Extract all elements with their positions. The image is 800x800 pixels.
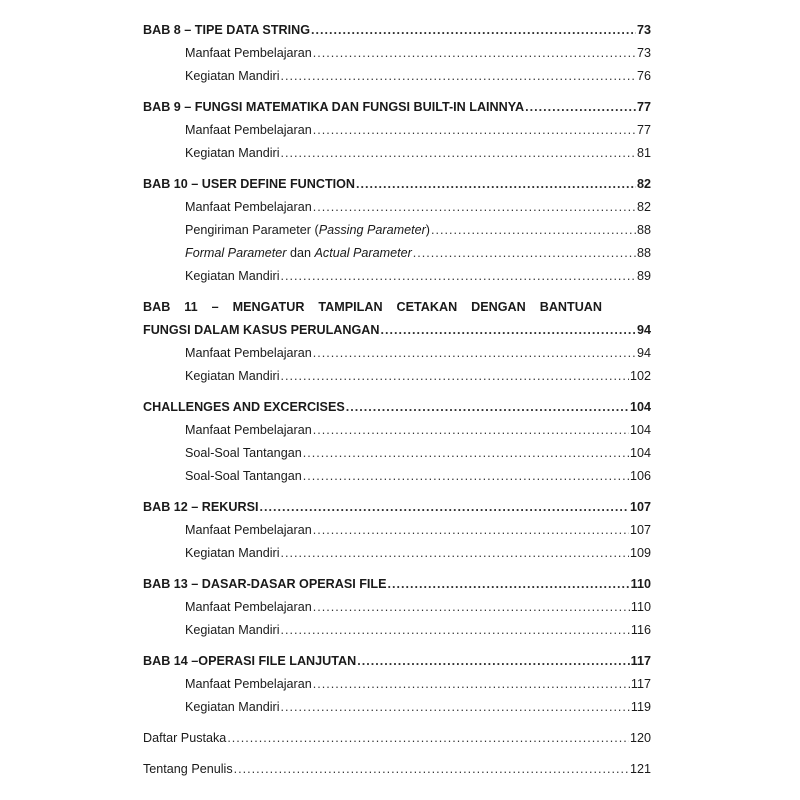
toc-entry-title — [185, 144, 280, 162]
toc-section-entry[interactable] — [143, 467, 651, 490]
toc-page-number: 116 — [630, 623, 651, 637]
dot-leader — [313, 344, 636, 362]
dot-leader — [313, 521, 629, 539]
toc-title-part: Manfaat Pembelajaran — [185, 346, 312, 360]
dot-leader — [525, 98, 636, 116]
toc-section-entry[interactable] — [143, 444, 651, 467]
dot-leader — [313, 121, 636, 139]
toc-entry-title — [143, 398, 345, 416]
dot-leader — [227, 729, 629, 747]
toc-entry-title — [185, 267, 280, 285]
toc-entry[interactable] — [143, 729, 651, 752]
toc-title-part: Pengiriman Parameter ( — [185, 223, 319, 237]
toc-title-part: Tentang Penulis — [143, 762, 233, 776]
dot-leader — [388, 575, 630, 593]
toc-title-part: Manfaat Pembelajaran — [185, 677, 312, 691]
toc-chapter-entry[interactable] — [143, 175, 651, 198]
dot-leader — [281, 267, 636, 285]
toc-title-part: Daftar Pustaka — [143, 731, 227, 745]
dot-leader — [313, 598, 630, 616]
toc-section-entry[interactable] — [143, 44, 651, 67]
toc-section-entry[interactable] — [143, 244, 651, 267]
toc-title-part: Kegiatan Mandiri — [185, 369, 280, 383]
toc-title-part: Manfaat Pembelajaran — [185, 46, 312, 60]
toc-chapter-entry[interactable] — [143, 575, 651, 598]
toc-title-part: Manfaat Pembelajaran — [185, 123, 312, 137]
toc-section-entry[interactable] — [143, 421, 651, 444]
toc-title-part: Manfaat Pembelajaran — [185, 200, 312, 214]
toc-section-entry[interactable] — [143, 598, 651, 621]
toc-entry-title — [185, 121, 312, 139]
toc-page-number: 120 — [629, 731, 651, 745]
toc-entry-title — [185, 698, 280, 716]
toc-title-part: CHALLENGES AND EXCERCISES — [143, 400, 345, 414]
toc-title-part: Manfaat Pembelajaran — [185, 600, 312, 614]
dot-leader — [281, 544, 629, 562]
toc-entry-title — [185, 44, 312, 62]
toc-chapter-entry[interactable] — [143, 21, 651, 44]
toc-title-part: Actual Parameter — [314, 246, 412, 260]
toc-entry-title — [143, 98, 524, 116]
toc-chapter-entry[interactable] — [143, 398, 651, 421]
toc-entry-title — [185, 244, 412, 262]
toc-entry-title — [185, 521, 312, 539]
toc-chapter-entry[interactable] — [143, 652, 651, 675]
dot-leader — [413, 244, 636, 262]
dot-leader — [281, 698, 630, 716]
toc-entry-title — [185, 367, 280, 385]
toc-section-entry[interactable] — [143, 544, 651, 567]
toc-page-number: 77 — [636, 100, 651, 114]
toc-title-part: FUNGSI DALAM KASUS PERULANGAN — [143, 323, 380, 337]
toc-page-number: 82 — [636, 200, 651, 214]
toc-title-part: BAB 8 – TIPE DATA STRING — [143, 23, 310, 37]
toc-title-part: Kegiatan Mandiri — [185, 623, 280, 637]
toc-page-number: 88 — [636, 223, 651, 237]
toc-page-number: 121 — [629, 762, 651, 776]
dot-leader — [303, 467, 629, 485]
toc-entry-title — [143, 498, 258, 516]
toc-entry-title — [143, 729, 226, 747]
toc-section-entry[interactable] — [143, 367, 651, 390]
toc-page-number: 77 — [636, 123, 651, 137]
toc-page-number: 94 — [636, 346, 651, 360]
toc-entry-title — [143, 652, 356, 670]
toc-page-number: 119 — [630, 700, 651, 714]
toc-title-part: BAB 13 – DASAR-DASAR OPERASI FILE — [143, 577, 387, 591]
toc-page-number: 88 — [636, 246, 651, 260]
toc-title-part: Kegiatan Mandiri — [185, 146, 280, 160]
toc-chapter-entry[interactable] — [143, 498, 651, 521]
toc-entry-title — [143, 575, 387, 593]
dot-leader — [234, 760, 629, 778]
toc-page-number: 107 — [629, 523, 651, 537]
toc-title-part: BAB 14 –OPERASI FILE LANJUTAN — [143, 654, 357, 668]
dot-leader — [313, 421, 629, 439]
toc-title-part: BAB 12 – REKURSI — [143, 500, 259, 514]
dot-leader — [356, 175, 636, 193]
toc-page-number: 117 — [630, 677, 651, 691]
toc-page-number: 110 — [630, 577, 651, 591]
toc-entry-title — [143, 175, 355, 193]
toc-page-number: 94 — [636, 323, 651, 337]
toc-page-number: 73 — [636, 46, 651, 60]
toc-section-entry[interactable] — [143, 198, 651, 221]
toc-page-number: 104 — [629, 400, 651, 414]
toc-page-number: 104 — [629, 423, 651, 437]
toc-title-part: Soal-Soal Tantangan — [185, 469, 302, 483]
toc-title-part: Formal Parameter — [185, 246, 287, 260]
toc-page-number: 109 — [629, 546, 651, 560]
toc-title-part: BAB 10 – USER DEFINE FUNCTION — [143, 177, 356, 191]
toc-entry[interactable] — [143, 760, 651, 783]
toc-page-number: 102 — [629, 369, 651, 383]
toc-title-part: Manfaat Pembelajaran — [185, 423, 312, 437]
dot-leader — [281, 621, 630, 639]
toc-entry-title — [185, 598, 312, 616]
toc-section-entry[interactable] — [143, 698, 651, 721]
toc-entry-title — [185, 344, 312, 362]
toc-page-number: 89 — [636, 269, 651, 283]
toc-entry-title-line1: BAB 11 – MENGATUR TAMPILAN CETAKAN DENGAN BANTUAN — [143, 300, 602, 314]
toc-entry-title — [143, 21, 310, 39]
toc-section-entry[interactable] — [143, 344, 651, 367]
toc-title-part: BAB 9 – FUNGSI MATEMATIKA DAN FUNGSI BUILT-IN LAINNYA — [143, 100, 525, 114]
toc-entry-title — [185, 444, 302, 462]
dot-leader — [346, 398, 629, 416]
dot-leader — [313, 44, 636, 62]
toc-title-part: Kegiatan Mandiri — [185, 269, 280, 283]
dot-leader — [313, 675, 630, 693]
toc-page-number: 82 — [636, 177, 651, 191]
toc-page-number: 73 — [636, 23, 651, 37]
toc-title-part: Soal-Soal Tantangan — [185, 446, 302, 460]
toc-title-part: Kegiatan Mandiri — [185, 69, 280, 83]
dot-leader — [281, 67, 636, 85]
dot-leader — [313, 198, 636, 216]
toc-section-entry[interactable] — [143, 267, 651, 290]
toc-chapter-entry[interactable] — [143, 98, 651, 121]
toc-section-entry[interactable] — [143, 521, 651, 544]
dot-leader — [281, 367, 629, 385]
toc-page-number: 104 — [629, 446, 651, 460]
toc-title-part: ) — [425, 223, 430, 237]
toc-page-number: 110 — [630, 600, 651, 614]
toc-section-entry[interactable] — [143, 121, 651, 144]
dot-leader — [303, 444, 629, 462]
toc-entry-title — [185, 67, 280, 85]
dot-leader — [281, 144, 636, 162]
toc-entry-title — [185, 621, 280, 639]
dot-leader — [380, 321, 636, 339]
toc-page-number: 106 — [629, 469, 651, 483]
toc-title-part: Kegiatan Mandiri — [185, 546, 280, 560]
toc-title-part: Passing Parameter — [318, 223, 426, 237]
toc-entry-title — [143, 760, 233, 778]
toc-entry-title — [185, 421, 312, 439]
toc-entry-title — [185, 467, 302, 485]
toc-title-part: dan — [286, 246, 315, 260]
toc-chapter-entry[interactable] — [143, 321, 651, 344]
table-of-contents — [143, 21, 651, 783]
toc-page-number: 81 — [636, 146, 651, 160]
toc-entry-title — [185, 544, 280, 562]
toc-chapter-title-line[interactable] — [143, 298, 651, 321]
toc-entry-title — [185, 198, 312, 216]
toc-entry-title — [185, 221, 430, 239]
dot-leader — [311, 21, 636, 39]
toc-entry-title — [143, 321, 379, 339]
toc-page-number: 117 — [630, 654, 651, 668]
toc-section-entry[interactable] — [143, 675, 651, 698]
toc-section-entry[interactable] — [143, 221, 651, 244]
toc-title-part: Manfaat Pembelajaran — [185, 523, 312, 537]
dot-leader — [357, 652, 629, 670]
toc-entry-title — [185, 675, 312, 693]
toc-section-entry[interactable] — [143, 144, 651, 167]
toc-title-part: Kegiatan Mandiri — [185, 700, 280, 714]
toc-section-entry[interactable] — [143, 67, 651, 90]
dot-leader — [259, 498, 629, 516]
dot-leader — [431, 221, 636, 239]
toc-page-number: 107 — [629, 500, 651, 514]
toc-section-entry[interactable] — [143, 621, 651, 644]
toc-page-number: 76 — [636, 69, 651, 83]
